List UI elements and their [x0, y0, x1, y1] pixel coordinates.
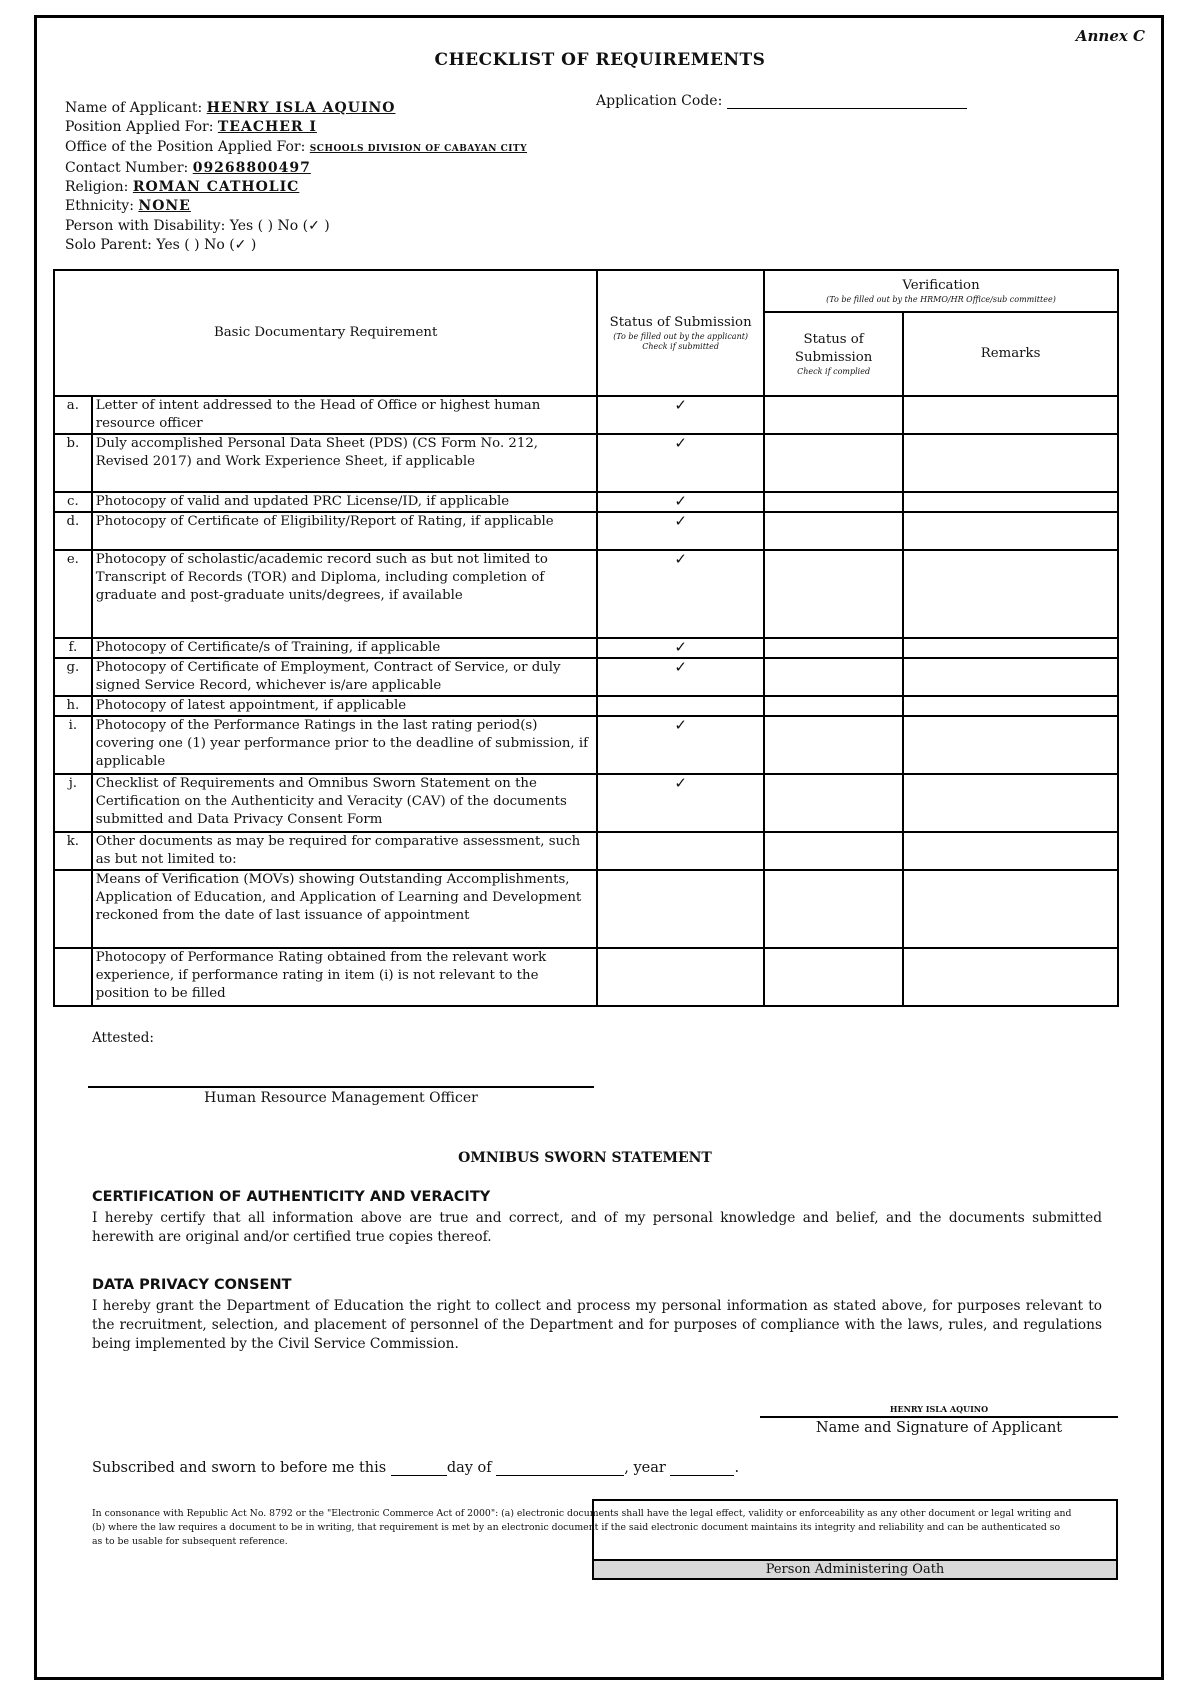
row-letter: i. — [54, 716, 92, 774]
position-label: Position Applied For: — [65, 119, 214, 136]
dpc-heading: DATA PRIVACY CONSENT — [92, 1277, 292, 1293]
table-row — [54, 870, 1118, 948]
religion-value: ROMAN CATHOLIC — [132, 179, 300, 196]
row-verification-status[interactable] — [764, 638, 903, 658]
row-requirement: Means of Verification (MOVs) showing Outstanding Accomplishments, Application of Education, and Application of Learning and Development reckoned from the date of last issuance of appointment — [92, 870, 598, 948]
row-requirement: Photocopy of Certificate of Eligibility/Report of Rating, if applicable — [92, 512, 598, 550]
row-remarks[interactable] — [903, 658, 1118, 696]
row-remarks[interactable] — [903, 434, 1118, 492]
header-status-note: (To be filled out by the applicant) — [613, 332, 749, 341]
table-row — [54, 832, 1118, 870]
row-remarks[interactable] — [903, 396, 1118, 434]
row-requirement: Photocopy of the Performance Ratings in the last rating period(s) covering one (1) year performance prior to the deadline of submission, if applicable — [92, 716, 598, 774]
ethnicity-value: NONE — [138, 198, 191, 215]
row-requirement: Photocopy of latest appointment, if applicable — [92, 696, 598, 716]
row-verification-status[interactable] — [764, 696, 903, 716]
row-verification-status[interactable] — [764, 550, 903, 638]
signature-name: HENRY ISLA AQUINO — [889, 1404, 989, 1414]
row-letter: a. — [54, 396, 92, 434]
row-requirement: Photocopy of Performance Rating obtained from the relevant work experience, if performance rating in item (i) is not relevant to the position to be filled — [92, 948, 598, 1006]
oath-label: Person Administering Oath — [594, 1559, 1116, 1578]
row-letter: e. — [54, 550, 92, 638]
office-label: Office of the Position Applied For: — [65, 138, 306, 155]
row-status-check[interactable]: ✓ — [597, 396, 764, 434]
year-blank[interactable] — [670, 1461, 734, 1476]
row-status-check[interactable]: ✓ — [597, 638, 764, 658]
row-verification-status[interactable] — [764, 658, 903, 696]
row-letter: b. — [54, 434, 92, 492]
row-status-check[interactable]: ✓ — [597, 492, 764, 512]
header-remarks: Remarks — [903, 312, 1118, 396]
row-remarks[interactable] — [903, 716, 1118, 774]
header-ver-status-note: Check if complied — [797, 367, 871, 376]
contact-value: 09268800497 — [192, 159, 311, 176]
row-status-check[interactable]: ✓ — [597, 658, 764, 696]
omnibus-title: OMNIBUS SWORN STATEMENT — [458, 1150, 712, 1166]
row-letter: h. — [54, 696, 92, 716]
row-verification-status[interactable] — [764, 434, 903, 492]
name-label: Name of Applicant: — [65, 100, 203, 116]
row-remarks[interactable] — [903, 492, 1118, 512]
table-row — [54, 948, 1118, 1006]
fine-print: In consonance with Republic Act No. 8792 or the "Electronic Commerce Act of 2000": (a) electronic documents shall have the legal effect, validity or enforceability as any other document or legal writing and (b) where the law requires a document to be in writing, that requirement is met by an electronic document if the said electronic document maintains its integrity and reliability and can be authenticated so as to be usable for subsequent reference. — [92, 1508, 1072, 1547]
table-row — [54, 658, 1118, 696]
page-title: CHECKLIST OF REQUIREMENTS — [434, 50, 766, 70]
row-verification-status[interactable] — [764, 774, 903, 832]
hrmo-signature-line — [88, 1086, 594, 1088]
row-status-check[interactable] — [597, 696, 764, 716]
row-letter: k. — [54, 832, 92, 870]
row-remarks[interactable] — [903, 832, 1118, 870]
app-code-blank[interactable] — [727, 94, 967, 109]
attested-label: Attested: — [92, 1030, 154, 1046]
row-verification-status[interactable] — [764, 832, 903, 870]
row-remarks[interactable] — [903, 638, 1118, 658]
row-status-check[interactable] — [597, 870, 764, 948]
row-verification-status[interactable] — [764, 948, 903, 1006]
cav-heading: CERTIFICATION OF AUTHENTICITY AND VERACITY — [92, 1189, 491, 1205]
row-requirement: Other documents as may be required for comparative assessment, such as but not limited to: — [92, 832, 598, 870]
row-requirement: Photocopy of valid and updated PRC License/ID, if applicable — [92, 492, 598, 512]
row-letter: g. — [54, 658, 92, 696]
row-status-check[interactable] — [597, 832, 764, 870]
table-row — [54, 550, 1118, 638]
row-remarks[interactable] — [903, 948, 1118, 1006]
cav-text: I hereby certify that all information above are true and correct, and of my personal knowledge and belief, and the documents submitted herewith are original and/or certified true copies thereof. — [92, 1210, 1102, 1245]
religion-label: Religion: — [65, 179, 129, 196]
row-verification-status[interactable] — [764, 512, 903, 550]
application-code — [596, 93, 967, 109]
table-row — [54, 396, 1118, 434]
row-letter — [54, 870, 92, 948]
row-letter: d. — [54, 512, 92, 550]
row-status-check[interactable]: ✓ — [597, 774, 764, 832]
row-remarks[interactable] — [903, 512, 1118, 550]
row-requirement: Letter of intent addressed to the Head of Office or highest human resource officer — [92, 396, 598, 434]
row-remarks[interactable] — [903, 870, 1118, 948]
applicant-info — [65, 99, 527, 255]
row-letter: f. — [54, 638, 92, 658]
row-remarks[interactable] — [903, 774, 1118, 832]
solo-parent-row: Solo Parent: Yes ( ) No (✓ ) — [65, 237, 257, 254]
row-letter: j. — [54, 774, 92, 832]
row-letter: c. — [54, 492, 92, 512]
dpc-text: I hereby grant the Department of Education the right to collect and process my personal information as stated above, for purposes relevant to the recruitment, selection, and placement of personnel of the Department and for purposes of compliance with the laws, rules, and regulations being implemented by the Civil Service Commission. — [92, 1298, 1102, 1352]
row-verification-status[interactable] — [764, 870, 903, 948]
header-status: Status of Submission (To be filled out by the applicant) Check if submitted — [597, 270, 764, 396]
day-blank[interactable] — [391, 1461, 447, 1476]
row-requirement: Duly accomplished Personal Data Sheet (PDS) (CS Form No. 212, Revised 2017) and Work Experience Sheet, if applicable — [92, 434, 598, 492]
row-status-check[interactable]: ✓ — [597, 716, 764, 774]
applicant-signature-line — [760, 1416, 1118, 1418]
table-row — [54, 492, 1118, 512]
row-status-check[interactable]: ✓ — [597, 512, 764, 550]
hrmo-label: Human Resource Management Officer — [204, 1090, 478, 1106]
app-code-label: Application Code: — [596, 93, 723, 109]
applicant-name: HENRY ISLA AQUINO — [206, 100, 396, 116]
table-row — [54, 512, 1118, 550]
table-row — [54, 774, 1118, 832]
position-value: TEACHER I — [217, 119, 317, 136]
sworn-statement: Subscribed and sworn to before me this day of , year . — [92, 1460, 740, 1476]
table-row — [54, 716, 1118, 774]
row-verification-status[interactable] — [764, 396, 903, 434]
table-row — [54, 638, 1118, 658]
table-row — [54, 434, 1118, 492]
header-verification-note: (To be filled out by the HRMO/HR Office/sub committee) — [826, 295, 1056, 304]
pwd-row: Person with Disability: Yes ( ) No (✓ ) — [65, 217, 330, 234]
requirements-table — [53, 269, 1119, 1007]
row-status-check[interactable]: ✓ — [597, 550, 764, 638]
row-letter — [54, 948, 92, 1006]
row-status-check[interactable]: ✓ — [597, 434, 764, 492]
row-requirement: Photocopy of scholastic/academic record such as but not limited to Transcript of Records (TOR) and Diploma, including completion of graduate and post-graduate units/degrees, if available — [92, 550, 598, 638]
office-value: SCHOOLS DIVISION OF CABAYAN CITY — [309, 143, 528, 154]
table-row — [54, 696, 1118, 716]
contact-label: Contact Number: — [65, 159, 189, 176]
header-status-note2: Check if submitted — [642, 342, 719, 351]
row-status-check[interactable] — [597, 948, 764, 1006]
month-blank[interactable] — [496, 1461, 624, 1476]
header-requirement: Basic Documentary Requirement — [54, 270, 597, 396]
signature-label: Name and Signature of Applicant — [815, 1420, 1063, 1436]
annex-label: Annex C — [1075, 27, 1145, 45]
row-remarks[interactable] — [903, 550, 1118, 638]
row-verification-status[interactable] — [764, 716, 903, 774]
oath-box — [592, 1499, 1118, 1580]
header-ver-status: Status of Submission Check if complied — [764, 312, 903, 396]
row-requirement: Photocopy of Certificate of Employment, Contract of Service, or duly signed Service Record, whichever is/are applicable — [92, 658, 598, 696]
row-requirement: Checklist of Requirements and Omnibus Sworn Statement on the Certification on the Authenticity and Veracity (CAV) of the documents submitted and Data Privacy Consent Form — [92, 774, 598, 832]
row-verification-status[interactable] — [764, 492, 903, 512]
ethnicity-label: Ethnicity: — [65, 198, 134, 215]
row-remarks[interactable] — [903, 696, 1118, 716]
header-verification: Verification (To be filled out by the HRMO/HR Office/sub committee) — [764, 270, 1118, 312]
row-requirement: Photocopy of Certificate/s of Training, if applicable — [92, 638, 598, 658]
